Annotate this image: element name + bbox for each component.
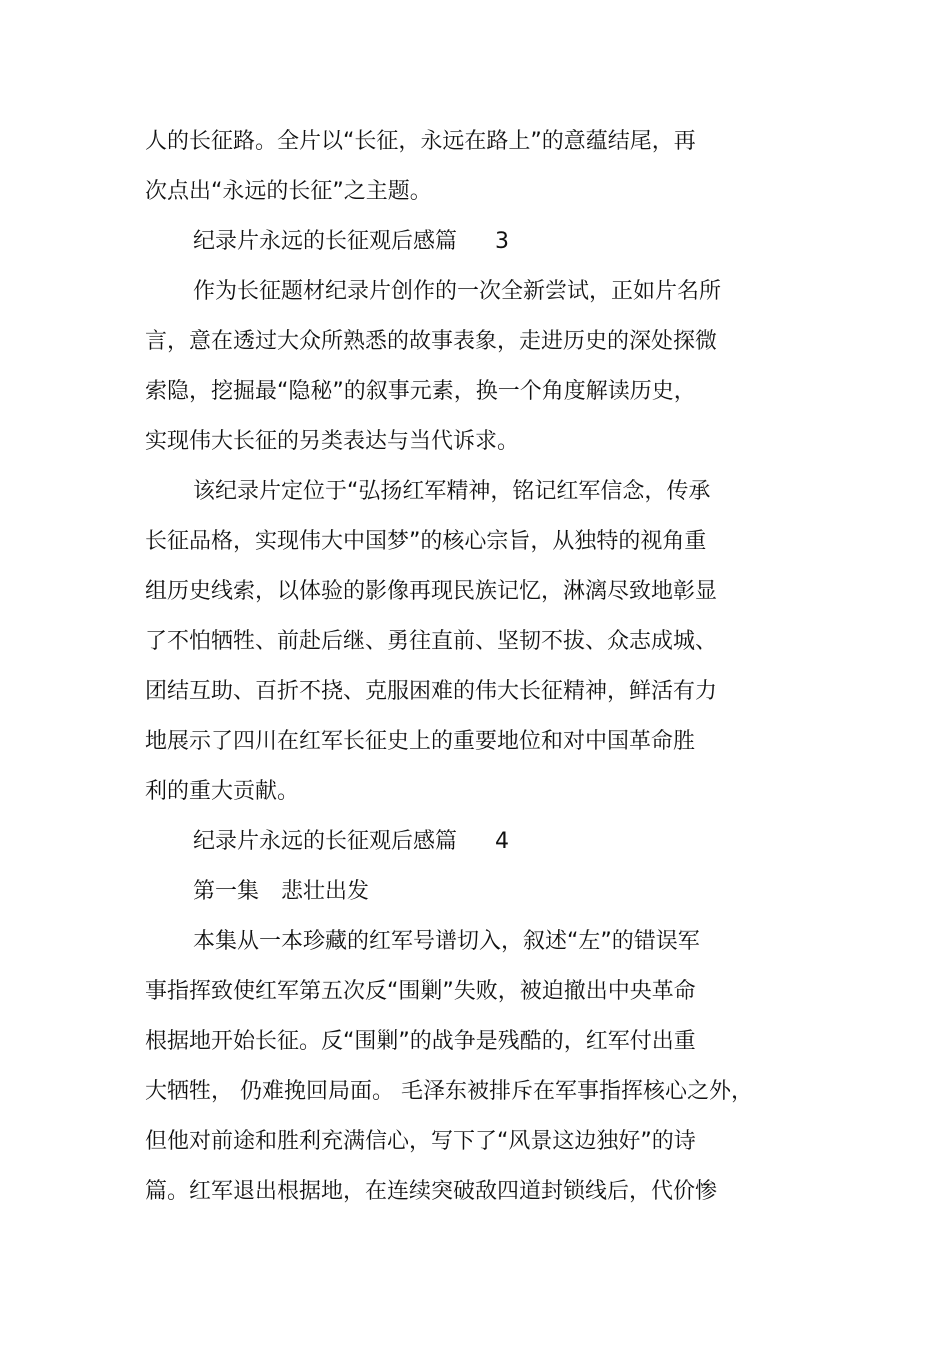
section-heading-3 bbox=[193, 227, 509, 257]
section-heading-text: 纪录片永远的长征观后感篇 bbox=[193, 829, 458, 854]
paragraph-line: 团结互助、百折不挠、克服困难的伟大长征精神，鲜活有力 bbox=[145, 679, 718, 704]
section-heading-4 bbox=[193, 827, 509, 857]
paragraph-line: 大牺牲， 仍难挽回局面。 毛泽东被排斥在军事指挥核心之外， bbox=[145, 1079, 753, 1104]
paragraph-line: 但他对前途和胜利充满信心，写下了“风景这边独好”的诗 bbox=[145, 1129, 696, 1154]
paragraph-line: 利的重大贡献。 bbox=[145, 779, 300, 804]
paragraph-line: 组历史线索，以体验的影像再现民族记忆，淋漓尽致地彰显 bbox=[145, 579, 718, 604]
section-heading-text: 纪录片永远的长征观后感篇 bbox=[193, 229, 458, 254]
paragraph-line: 人的长征路。全片以“长征，永远在路上”的意蕴结尾，再 bbox=[145, 129, 696, 154]
section-heading-number: 3 bbox=[495, 229, 510, 254]
paragraph-line: 根据地开始长征。反“围剿”的战争是残酷的，红军付出重 bbox=[145, 1029, 696, 1054]
paragraph-line: 篇。红军退出根据地，在连续突破敌四道封锁线后，代价惨 bbox=[145, 1179, 718, 1204]
paragraph-line: 作为长征题材纪录片创作的一次全新尝试，正如片名所 bbox=[193, 279, 722, 304]
paragraph-line: 地展示了四川在红军长征史上的重要地位和对中国革命胜 bbox=[145, 729, 696, 754]
paragraph-line: 次点出“永远的长征”之主题。 bbox=[145, 179, 432, 204]
section-heading-number: 4 bbox=[495, 829, 510, 854]
paragraph-line: 本集从一本珍藏的红军号谱切入，叙述“左”的错误军 bbox=[193, 929, 700, 954]
paragraph-line: 该纪录片定位于“弘扬红军精神，铭记红军信念，传承 bbox=[193, 479, 711, 504]
paragraph-line: 言，意在透过大众所熟悉的故事表象，走进历史的深处探微 bbox=[145, 329, 718, 354]
paragraph-line: 索隐，挖掘最“隐秘”的叙事元素，换一个角度解读历史， bbox=[145, 379, 696, 404]
paragraph-line: 了不怕牺牲、前赴后继、勇往直前、坚韧不拔、众志成城、 bbox=[145, 629, 718, 654]
paragraph-line: 实现伟大长征的另类表达与当代诉求。 bbox=[145, 429, 520, 454]
paragraph-line: 长征品格，实现伟大中国梦”的核心宗旨，从独特的视角重 bbox=[145, 529, 707, 554]
paragraph-line: 事指挥致使红军第五次反“围剿”失败，被迫撤出中央革命 bbox=[145, 979, 696, 1004]
episode-title: 第一集 悲壮出发 bbox=[193, 879, 370, 904]
